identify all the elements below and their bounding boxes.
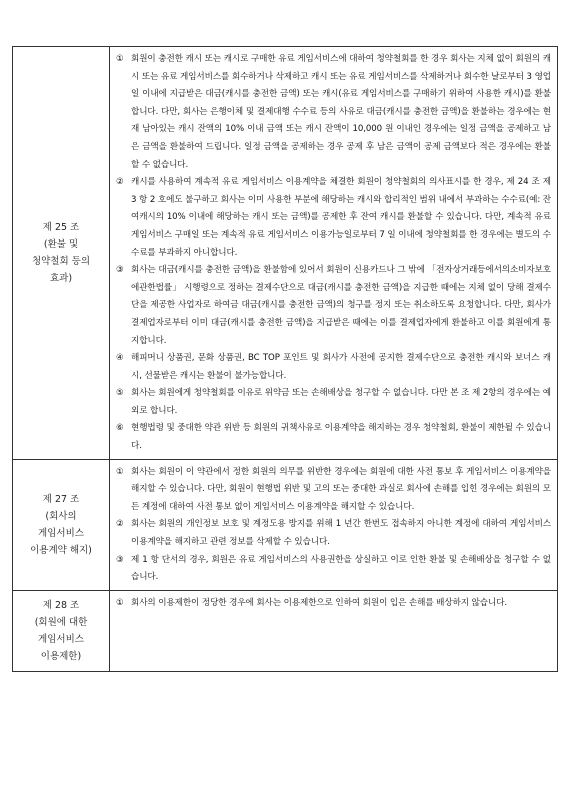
article-heading bbox=[13, 459, 110, 590]
article-title-line: (회사의 bbox=[45, 510, 77, 522]
clause bbox=[116, 385, 551, 420]
article-heading bbox=[13, 590, 110, 672]
article-heading bbox=[13, 47, 110, 460]
clause-text: 해피머니 상품권, 문화 상품권, BC TOP 포인트 및 회사가 사전에 공지한 결제수단으로 충전한 캐시와 보너스 캐시, 선물받은 캐시는 환불이 불가능합니다. bbox=[131, 353, 551, 381]
article-number: 제 25 조 bbox=[42, 221, 80, 233]
clause-text: 캐시를 사용하여 계속적 유료 게임서비스 이용계약을 체결한 회원이 청약철회의 의사표시를 한 경우, 제 24 조 제 3 항 2 호에도 불구하고 회사는 이미 사용한 부분에 해당하는 캐시와 합리적인 범위 내에서 부과하는 수수료(예: 잔여캐시의 10% 이내에 해당하는 캐시 또는 금액)를 공제한 후 잔여 캐시를 환불할 수 있습니다. 다만, 계속적 유료 게임서비스 구매일 또는 계속적 유료 게임서비스 이용가능일로부터 7 일 이내에 청약철회를 한 경우에는 별도의 수수료를 부과하지 아니합니다. bbox=[131, 177, 551, 258]
article-number: 제 28 조 bbox=[42, 600, 80, 612]
article-title-line: (환불 및 bbox=[43, 238, 79, 250]
article-row bbox=[13, 47, 558, 460]
article-title-line: 이용계약 해지) bbox=[30, 544, 92, 556]
article-title-line: 이용제한) bbox=[40, 651, 82, 663]
clause-text: 제 1 항 단서의 경우, 회원은 유료 게임서비스의 사용권한을 상실하고 이로 인한 환불 및 손해배상을 청구할 수 없습니다. bbox=[131, 554, 551, 583]
clause-number: ① bbox=[116, 466, 124, 477]
clause-number: ② bbox=[116, 519, 124, 530]
terms-table bbox=[12, 46, 558, 672]
blank-space bbox=[116, 612, 551, 668]
article-title-line: 게임서비스 bbox=[38, 527, 84, 539]
clause bbox=[116, 420, 551, 455]
clause-number: ⑥ bbox=[116, 423, 124, 434]
article-row bbox=[13, 459, 558, 590]
article-body bbox=[110, 459, 558, 590]
article-body bbox=[110, 47, 558, 460]
clause bbox=[116, 350, 551, 385]
clause-number: ③ bbox=[116, 265, 124, 276]
clause bbox=[116, 174, 551, 262]
clause bbox=[116, 262, 551, 350]
article-title-line: 효과) bbox=[49, 272, 73, 284]
article-number: 제 27 조 bbox=[42, 493, 80, 505]
clause bbox=[116, 464, 551, 517]
clause-number: ① bbox=[116, 54, 124, 64]
clause-text: 회사는 대금(캐시를 충전한 금액)을 환불함에 있어서 회원이 신용카드나 그 밖에 「전자상거래등에서의소비자보호에관한법률」 시행령으로 정하는 결제수단으로 대금(캐시를 충전한 금액)을 지급한 때에는 지체 없이 당해 결제수단을 제공한 사업자로 하여금 대금(캐시를 충전한 금액)의 청구를 정지 또는 취소하도록 요청합니다. 다만, 회사가 결제업자로부터 이미 대금(캐시를 충전한 금액)을 지급받은 때에는 이를 결제업자에게 환불하고 이를 회원에게 통지합니다. bbox=[131, 265, 551, 346]
clause-number: ④ bbox=[116, 353, 124, 364]
clause-text: 회사는 회원이 이 약관에서 정한 회원의 의무를 위반한 경우에는 회원에 대한 사전 통보 후 게임서비스 이용계약을 해지할 수 있습니다. 다만, 회원이 현행법 위반 및 고의 또는 중대한 과실로 회사에 손해를 입힌 경우에는 회원의 모든 계정에 대하여 사전 통보 없이 게임서비스 이용계약을 해지할 수 있습니다. bbox=[131, 466, 551, 512]
article-row bbox=[13, 590, 558, 672]
article-title-line: 게임서비스 bbox=[38, 634, 84, 646]
clause-number: ② bbox=[116, 177, 124, 188]
clause-text: 회사의 이용제한이 정당한 경우에 회사는 이용제한으로 인하여 회원이 입은 손해를 배상하지 않습니다. bbox=[131, 597, 508, 608]
clause-text: 현행법령 및 중대한 약관 위반 등 회원의 귀책사유로 이용계약을 해지하는 경우 청약철회, 환불이 제한될 수 있습니다. bbox=[131, 423, 551, 452]
clause-text: 회사는 회원의 개인정보 보호 및 계정도용 방지를 위해 1 년간 한번도 접속하지 아니한 계정에 대하여 게임서비스 이용계약을 해지하고 관련 정보를 삭제할 수 있습니다. bbox=[131, 519, 551, 548]
clause bbox=[116, 552, 551, 587]
clause bbox=[116, 51, 551, 174]
article-body bbox=[110, 590, 558, 672]
article-title-line: (회원에 대한 bbox=[34, 617, 88, 629]
clause-text: 회사는 회원에게 청약철회를 이유로 위약금 또는 손해배상을 청구할 수 없습니다. 다만 본 조 제 2항의 경우에는 예외로 합니다. bbox=[131, 388, 551, 416]
article-title-line: 청약철회 등의 bbox=[31, 255, 91, 267]
clause-number: ① bbox=[116, 597, 124, 608]
clause bbox=[116, 595, 551, 613]
clause-text: 회원이 충전한 캐시 또는 캐시로 구매한 유료 게임서비스에 대하여 청약철회를 한 경우 회사는 지체 없이 회원의 캐시 또는 유료 게임서비스를 회수하거나 삭제하고 캐시 또는 유료 게임서비스를 삭제하거나 회수한 날로부터 3 영업일 이내에 지급받은 대금(캐시를 충전한 금액) 또는 캐시(유료 게임서비스를 구매하기 위하여 사용한 캐시)를 환불합니다. 다만, 회사는 은행이체 및 결제대행 수수료 등의 사유로 대금(캐시를 충전한 금액)을 환불하는 경우에는 현재 남아있는 캐시 잔액의 10% 이내 금액 또는 캐시 잔액이 10,000 원 이내인 경우에는 일정 금액을 공제하고 남은 금액을 환불하여 드립니다. 일정 금액을 공제하는 경우 공제 후 남은 금액이 공제 금액보다 적은 경우에는 환불할 수 없습니다. bbox=[131, 54, 551, 170]
clause-number: ⑤ bbox=[116, 388, 124, 399]
clause bbox=[116, 516, 551, 551]
clause-number: ③ bbox=[116, 554, 124, 565]
